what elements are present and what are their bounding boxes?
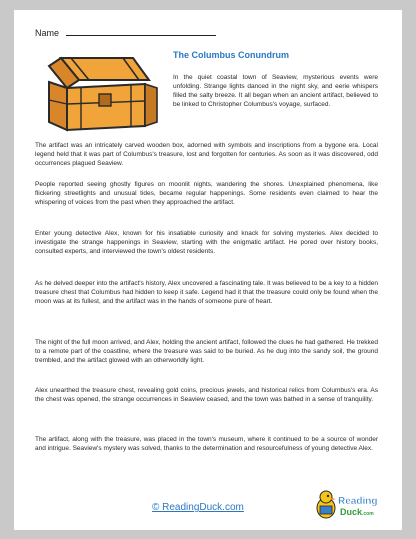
svg-text:Reading: Reading [338, 496, 378, 507]
worksheet-page [14, 10, 402, 530]
readingduck-logo [314, 486, 378, 524]
paragraph-6: The night of the full moon arrived, and Alex, holding the ancient artifact, followed the clues he had gathered. He trekked to a remote part of the coastline, where the treasure was said to be buried. As he dug into the sandy soil, the ground trembled, and the artifact glowed with an otherworldly light. [35, 338, 378, 364]
name-line[interactable] [66, 26, 216, 36]
paragraph-8: The artifact, along with the treasure, was placed in the town's museum, where it continued to be a source of wonder and intrigue. Seaview's mystery was solved, thanks to the determination and resourcefulness of young detective Alex. [35, 435, 378, 452]
paragraph-1: In the quiet coastal town of Seaview, mysterious events were unfolding. Strange lights danced in the night sky, and eerie whispers filled the salty breeze. It all began when an ancient artifact, believed to be linked to Christopher Columbus's voyage, surfaced. [173, 73, 378, 109]
story-title: The Columbus Conundrum [173, 50, 289, 60]
paragraph-4: Enter young detective Alex, known for his insatiable curiosity and knack for solving mysteries. Alex decided to investigate the strange happenings in Seaview, starting with the enigmatic artifact. He pored over history books, consulted experts, and interviewed the town's oldest residents. [35, 229, 378, 255]
paragraph-5: As he delved deeper into the artifact's history, Alex uncovered a fascinating tale. It was believed to be a key to a hidden treasure chest that Columbus had hidden to keep it safe. Legend had it that the treasure could only be found when the moon was at its fullest, and the artifact was in the hands of someone pure of heart. [35, 279, 378, 305]
paragraph-2: The artifact was an intricately carved wooden box, adorned with symbols and inscriptions from a bygone era. Local legend held that it was part of Columbus's treasure, lost and forgotten for centuries. As soon as it was discovered, odd occurrences plagued Seaview. [35, 141, 378, 167]
paragraph-3: People reported seeing ghostly figures on moonlit nights, wandering the shores. Unexplained phenomena, like flickering streetlights and unusual tides, became regular happenings. Some residents even claimed to hear the whispering of voices from the past when they approached the artifact. [35, 180, 378, 206]
treasure-chest-illustration [41, 52, 168, 132]
paragraph-7: Alex unearthed the treasure chest, revealing gold coins, precious jewels, and historical relics from Columbus's era. As the chest was opened, the strange occurrences in Seaview ceased, and the town was bathed in a sense of tranquility. [35, 386, 378, 403]
svg-text:.com: .com [362, 511, 374, 517]
svg-text:Duck: Duck [340, 507, 363, 517]
readingduck-link[interactable]: © ReadingDuck.com [152, 502, 244, 513]
name-field [35, 26, 216, 38]
name-label: Name [35, 28, 60, 38]
